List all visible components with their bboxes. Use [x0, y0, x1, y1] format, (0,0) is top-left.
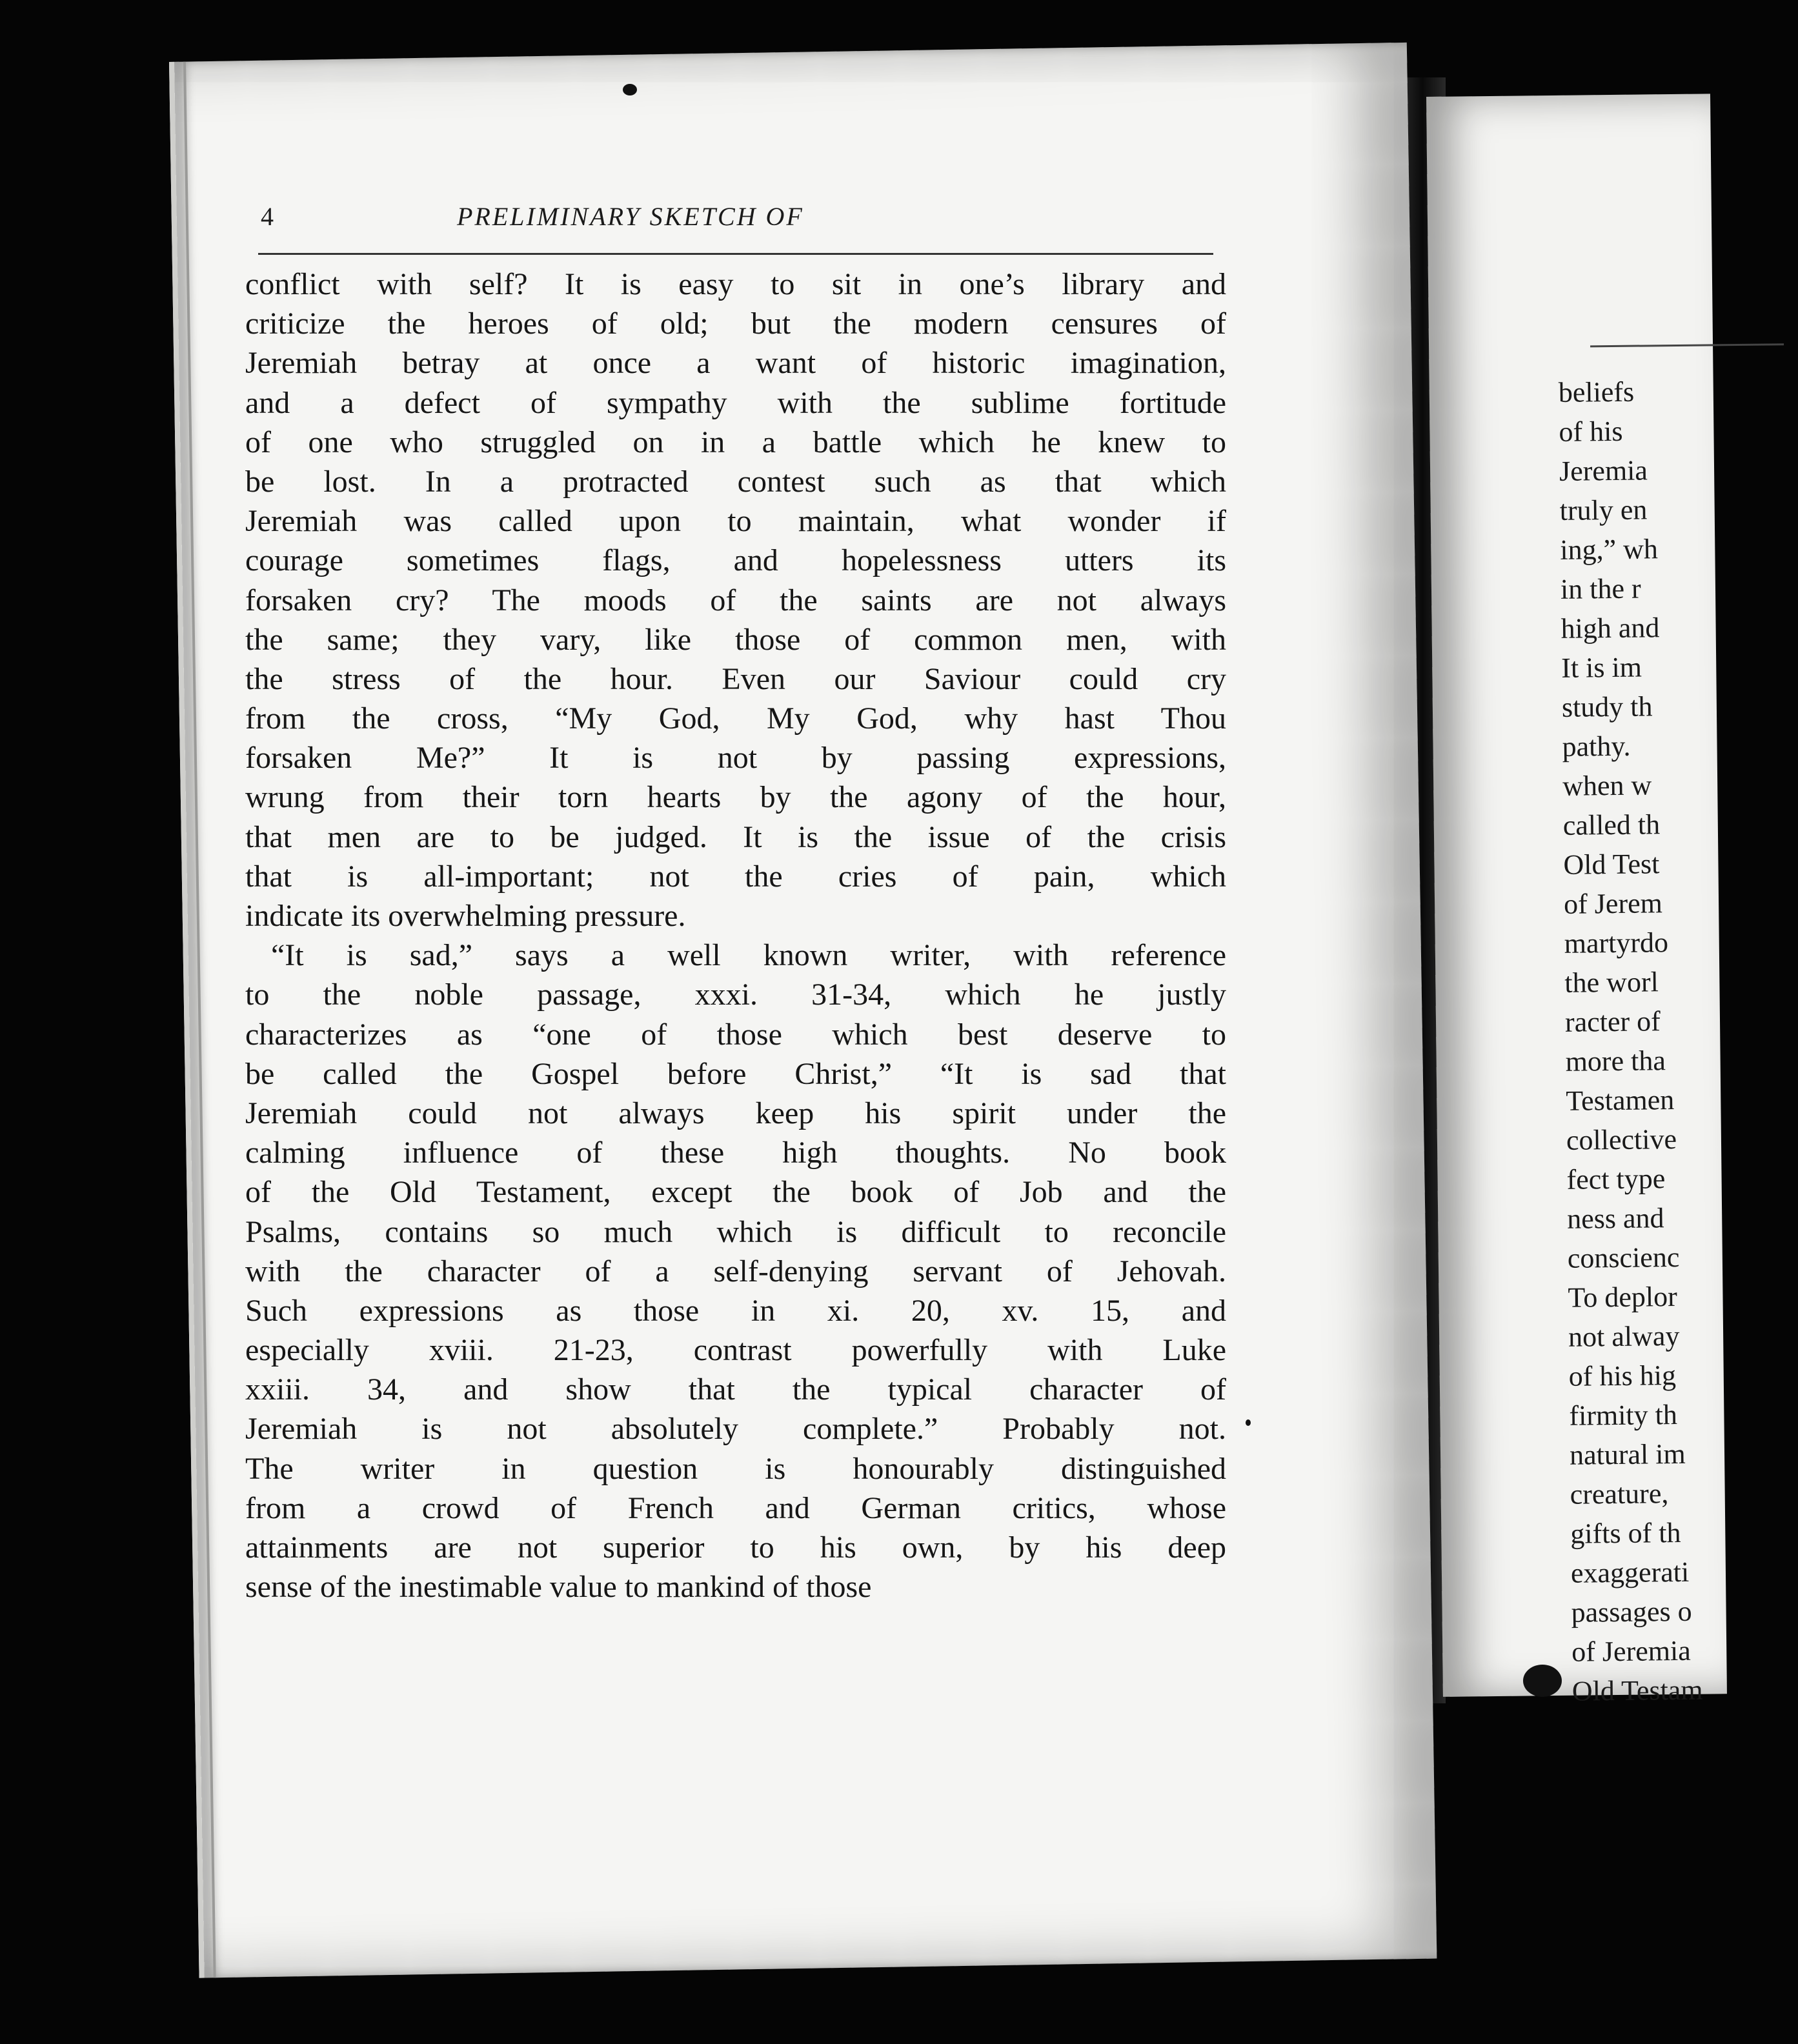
- facing-page-line: Jeremia: [1559, 454, 1648, 487]
- facing-page-line: gifts of th: [1570, 1516, 1681, 1550]
- running-head-title: PRELIMINARY SKETCH OF: [457, 202, 804, 231]
- body-line: indicate its overwhelming pressure.: [245, 899, 686, 933]
- facing-page-line: of Jerem: [1563, 887, 1663, 920]
- body-line: forsaken cry? The moods of the saints are not always: [245, 583, 1226, 617]
- body-line: courage sometimes flags, and hopelessness utters its: [245, 543, 1226, 578]
- body-line: be lost. In a protracted contest such as that which: [245, 464, 1226, 499]
- facing-page-line: high and: [1561, 612, 1660, 645]
- ink-speck: [1523, 1665, 1562, 1697]
- facing-page-line: Testamen: [1566, 1084, 1675, 1117]
- body-line: be called the Gospel before Christ,” “It is sad that: [245, 1056, 1226, 1091]
- body-line: that is all-important; not the cries of pain, which: [245, 859, 1226, 894]
- facing-page-line: in the r: [1560, 572, 1641, 605]
- facing-page-text: [1558, 372, 1702, 1711]
- facing-page-line: of Jeremia: [1571, 1634, 1691, 1668]
- facing-page-line: conscienc: [1567, 1241, 1680, 1274]
- body-line: “It is sad,” says a well known writer, with reference: [271, 938, 1226, 973]
- body-line: conflict with self? It is easy to sit in one’s library and: [245, 267, 1226, 301]
- facing-page-line: natural im: [1569, 1438, 1686, 1471]
- body-line: Jeremiah was called upon to maintain, what wonder if: [245, 504, 1226, 539]
- body-line: characterizes as “one of those which best deserve to: [245, 1017, 1226, 1052]
- facing-page-line: pathy.: [1562, 730, 1631, 763]
- facing-page-line: firmity th: [1569, 1399, 1678, 1432]
- facing-page-line: study th: [1561, 690, 1653, 723]
- body-line: Jeremiah betray at once a want of historic imagination,: [245, 346, 1226, 381]
- body-line: the stress of the hour. Even our Saviour could cry: [245, 661, 1226, 696]
- facing-page-line: passages o: [1571, 1595, 1692, 1628]
- body-line: Jeremiah could not always keep his spirit under the: [245, 1096, 1226, 1130]
- body-line: to the noble passage, xxxi. 31-34, which he justly: [245, 977, 1226, 1012]
- facing-page-line: called th: [1562, 808, 1661, 841]
- body-line: criticize the heroes of old; but the modern censures of: [245, 306, 1226, 341]
- running-head: [261, 201, 1216, 240]
- facing-page-line: the worl: [1564, 966, 1659, 999]
- body-line: and a defect of sympathy with the sublime fortitude: [245, 385, 1226, 420]
- body-line: attainments are not superior to his own, by his deep: [245, 1530, 1226, 1565]
- facing-page-line: when w: [1562, 769, 1652, 802]
- facing-page-line: Old Test: [1563, 848, 1660, 881]
- body-line: sense of the inestimable value to mankind of those: [245, 1570, 872, 1605]
- body-line: that men are to be judged. It is the issue of the crisis: [245, 819, 1226, 854]
- facing-page-rule: [1590, 343, 1784, 347]
- facing-page-line: of his hig: [1568, 1359, 1677, 1392]
- facing-page-line: more tha: [1565, 1045, 1666, 1077]
- body-line: Such expressions as those in xi. 20, xv. 15, and: [245, 1293, 1226, 1328]
- facing-page-line: ness and: [1566, 1202, 1664, 1235]
- facing-page-line: of his: [1559, 415, 1623, 448]
- body-line: wrung from their torn hearts by the agony of the hour,: [245, 780, 1226, 815]
- facing-page-line: truly en: [1559, 494, 1648, 526]
- facing-page-line: exaggerati: [1570, 1556, 1690, 1589]
- facing-page-line: creature,: [1570, 1478, 1669, 1510]
- body-line: from the cross, “My God, My God, why hast Thou: [245, 701, 1226, 736]
- body-line: Jeremiah is not absolutely complete.” Probably not.: [245, 1412, 1226, 1447]
- body-text: [245, 265, 1226, 1607]
- body-line: especially xviii. 21-23, contrast powerfully with Luke: [245, 1333, 1226, 1368]
- facing-page-line: fect type: [1566, 1163, 1666, 1196]
- facing-page-line: collective: [1566, 1123, 1677, 1156]
- body-line: with the character of a self-denying servant of Jehovah.: [245, 1254, 1226, 1288]
- facing-page-line: Old Testam: [1571, 1674, 1703, 1707]
- body-line: from a crowd of French and German critics, whose: [245, 1490, 1226, 1525]
- body-line: of the Old Testament, except the book of Job and the: [245, 1175, 1226, 1210]
- body-line: xxiii. 34, and show that the typical character of: [245, 1372, 1226, 1407]
- page-number: 4: [261, 202, 274, 231]
- running-head-rule: [258, 253, 1213, 255]
- facing-page-line: martyrdo: [1564, 927, 1669, 959]
- facing-page-line: It is im: [1561, 651, 1642, 684]
- facing-page-line: To deplor: [1568, 1281, 1677, 1314]
- body-line: forsaken Me?” It is not by passing expressions,: [245, 741, 1226, 776]
- ink-speck: [1246, 1419, 1251, 1426]
- body-line: calming influence of these high thoughts. No book: [245, 1136, 1226, 1170]
- body-line: the same; they vary, like those of common men, with: [245, 622, 1226, 657]
- facing-page-line: ing,” wh: [1560, 533, 1659, 566]
- body-line: The writer in question is honourably distinguished: [245, 1451, 1226, 1486]
- facing-page-line: not alway: [1568, 1319, 1680, 1353]
- body-line: of one who struggled on in a battle which he knew to: [245, 425, 1226, 459]
- facing-page-line: racter of: [1564, 1005, 1661, 1038]
- facing-page-line: beliefs: [1558, 376, 1635, 408]
- facing-page: [1426, 94, 1727, 1707]
- body-line: Psalms, contains so much which is difficult to reconcile: [245, 1214, 1226, 1249]
- ink-speck: [623, 84, 637, 95]
